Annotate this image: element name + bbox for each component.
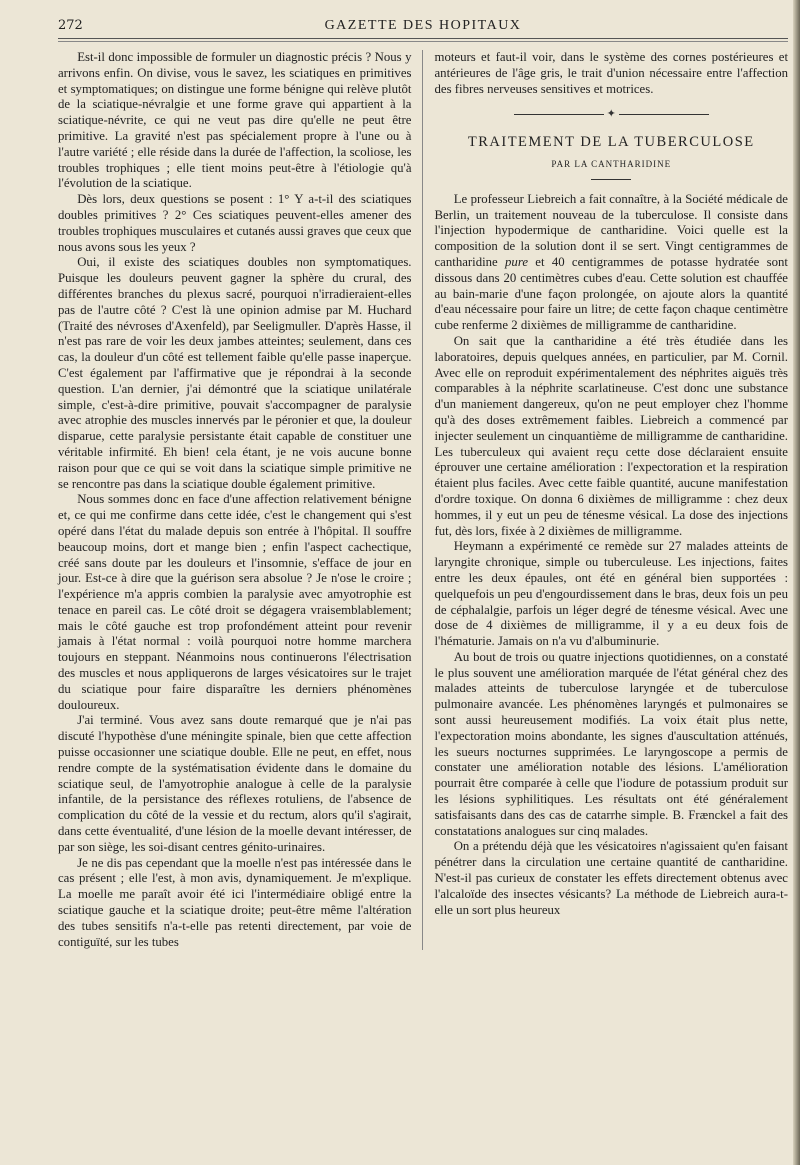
left-paragraph: Nous sommes donc en face d'une affection relativement bénigne et, ce qui me confirme dans cette idée, c'est le changement qui s'est opéré dans l'état du malade depuis son entrée à l'hôpital. Il souffre beaucoup moins, dort et mange bien ; enfin l'aspect cachectique, créé sans doute par les douleurs et l'insomnie, s'efface de jour en jour. Est-ce à dire que la guérison sera absolue ? Je n'ose le croire ; l'expérience m'a appris combien la paralysie avec amyotrophie est tenace en pareil cas. Le côté droit se dégagera vraisemblablement; mais le côté gauche est trop profondément atteint pour revenir jamais à l'état normal : voilà pourquoi notre homme marchera toujours en steppant. Néanmoins nous continuerons l'électrisation des muscles et nous appliquerons de larges vésicatoires sur le trajet du sciatique pour faire disparaître les derniers phénomènes douloureux.	[58, 492, 412, 712]
emphasis-pure: pure	[505, 254, 529, 269]
continuation-paragraph: moteurs et faut-il voir, dans le système des cornes postérieures et antérieures de l'âge gris, le trait d'union nécessaire entre l'affection des fibres nerveuses sensitives et motrices.	[434, 50, 788, 96]
left-paragraph: Est-il donc impossible de formuler un diagnostic précis ? Nous y arrivons enfin. On divise, vous le savez, les sciatiques en primitives et symptomatiques; on distingue une forme bénigne qui relève plutôt de la sciatique-névralgie et une forme grave qui appartient à la sciatique-névrite, ce qui ne veut pas dire qu'elle ne peut être primitive. La gravité n'est pas spécialement propre à l'une ou à l'autre variété ; elle réside dans la durée de l'affection, la scoliose, les troubles trophiques ; elle tient moins peut-être à l'étiologie qu'à l'évolution de la sciatique.	[58, 50, 412, 191]
left-paragraph: Dès lors, deux questions se posent : 1° Y a-t-il des sciatiques doubles primitives ? 2° Ces sciatiques peuvent-elles amener des troubles trophiques musculaires et cutanés aussi graves que ceux que nous avons sous les yeux ?	[58, 192, 412, 254]
section-divider: ✦	[435, 107, 789, 123]
right-paragraph: On a prétendu déjà que les vésicatoires n'agissaient qu'en faisant pénétrer dans la circulation une certaine quantité de cantharidine. N'est-il pas curieux de constater les effets directement obtenus avec l'alcaloïde des insectes vésicants? La méthode de Liebreich aura-t-elle un sort plus heureux	[434, 839, 788, 917]
section-subtitle: PAR LA CANTHARIDINE	[551, 158, 672, 169]
right-paragraph: Au bout de trois ou quatre injections quotidiennes, on a constaté le plus souvent une amélioration marquée de l'état général chez des malades atteints de tuberculose laryngée et de tuberculose pulmonaire avancée. Les phénomènes laryngés et pulmonaires se sont aussi heureusement modifiés. La voix était plus nette, l'expectoration moins abondante, les signes d'auscultation atténués, les sueurs nocturnes supprimées. Le laryngoscope a permis de constater une amélioration notable des lésions. L'amélioration pourrait être comparée à celle que l'iodure de potassium produit sur les lésions syphilitiques. Les résultats ont été généralement satisfaisants dans des cas de catarrhe simple. B. Frænckel a fait des constatations analogues sur cinq malades.	[434, 649, 788, 838]
page-number: 272	[58, 18, 83, 33]
left-paragraph: J'ai terminé. Vous avez sans doute remarqué que je n'ai pas discuté l'hypothèse d'une méningite spinale, bien que cette affection puisse occasionner une sciatique double. Elle ne peut, en effet, nous rendre compte de la systématisation évidente dans le domaine du sciatique seul, de l'amyotrophie analogue à celle de la paralysie infantile, de la persistance des réflexes rotuliens, de l'absence de complication du côté de la vessie et du rectum, alors qu'il s'agirait, dans cette éventualité, d'une lésion de la moelle devant intéresser, de par son siège, les soi-disant centres génito-urinaires.	[58, 713, 412, 854]
left-paragraph: Oui, il existe des sciatiques doubles non symptomatiques. Puisque les douleurs peuvent gagner la sphère du crural, des différentes branches du plexus sacré, pourquoi n'irradieraient-elles pas de l'autre côté ? C'est là une opinion admise par M. Huchard (Traité des névroses d'Axenfeld), par Seeligmuller. D'après Hasse, il n'est pas rare de voir les deux jambes atteintes; seulement, dans ces cas, la douleur d'un côté est tellement faible qu'elle passe inaperçue. C'est également par l'affirmative que je répondrai à la seconde question. L'an dernier, j'ai démontré que la sciatique unilatérale simple, c'est-à-dire primitive, pouvait s'accompagner de paralysie avec atrophie des muscles innervés par le péronier et que, la douleur disparue, cette paralysie persistante était capable de constituer une véritable infirmité. Eh bien! cela étant, je ne vois aucune bonne raison pour que ce qui se voit dans la sciatique simple primitive ne se rencontre pas dans la sciatique double également primitive.	[58, 255, 412, 491]
right-column	[435, 50, 789, 950]
left-column	[58, 50, 423, 950]
right-paragraph: Le professeur Liebreich a fait connaître, à la Société médicale de Berlin, un traitement nouveau de la tuberculose. Il consiste dans l'injection hypodermique de cantharidine. Voici quelle est la composition de la solution dont il se sert. Vingt centigrammes de cantharidine pure et 40 centigrammes de potasse hydratée sont dissous dans 20 centimètres cubes d'eau. Cette solution est chauffée au bain-marie d'une façon prolongée, on ajoute alors la quantité d'eau nécessaire pour faire un litre; de cette façon chaque centimètre cube renferme 2 dixièmes de milligramme de cantharidine.	[434, 191, 788, 333]
section-title: TRAITEMENT DE LA TUBERCULOSE	[467, 134, 755, 151]
right-paragraph: Heymann a expérimenté ce remède sur 27 malades atteints de laryngite chronique, simple ou tuberculeuse. Les injections, faites entre les deux épaules, ont été en général bien supportées : quelquefois un peu d'engourdissement dans le bras, deux fois un peu de céphalalgie, parfois un léger degré de ténesme vésical. Avec une dose de 4 dixièmes de milligramme, il y a eu deux fois de l'hématurie. Jamais on n'a vu d'albuminurie.	[434, 539, 788, 649]
page-edge	[793, 0, 800, 1165]
page-header	[58, 14, 788, 39]
header-rule	[58, 41, 788, 42]
short-rule	[591, 179, 631, 180]
right-paragraph: On sait que la cantharidine a été très étudiée dans les laboratoires, depuis quelques années, en particulier, par M. Cornil. Avec elle on reproduit expérimentalement des néphrites aiguës très comparables à la néphrite scarlatineuse. C'est donc une substance d'un maniement dangereux, qu'on ne peut employer chez l'homme qu'à des doses extrêmement faibles. Liebreich a commencé par injecter seulement un cinquantième de milligramme de cantharidine. Les tuberculeux qui avaient reçu cette dose déclaraient ensuite éprouver une certaine amélioration : l'expectoration et la respiration étaient plus faciles. Avec cette faible quantité, aucune manifestation d'ordre toxique. On donna 6 dixièmes de milligramme : chez deux hommes, il y eut un peu de ténesme vésical. La dose des injections fut, dès lors, fixée à 2 dixièmes de milligramme.	[434, 333, 788, 538]
running-title: GAZETTE DES HOPITAUX	[324, 18, 522, 33]
left-paragraph: Je ne dis pas cependant que la moelle n'est pas intéressée dans le cas présent ; elle l'est, à mon avis, dynamiquement. Je m'explique. La moelle me paraît avoir été ici l'intermédiaire obligé entre la sciatique gauche et la sciatique droite; peut-être même l'altération des tubes sensitifs n'a-t-elle pas retenti directement, par voie de contiguïté, sur les tubes	[58, 855, 412, 949]
two-column-body	[58, 50, 788, 950]
